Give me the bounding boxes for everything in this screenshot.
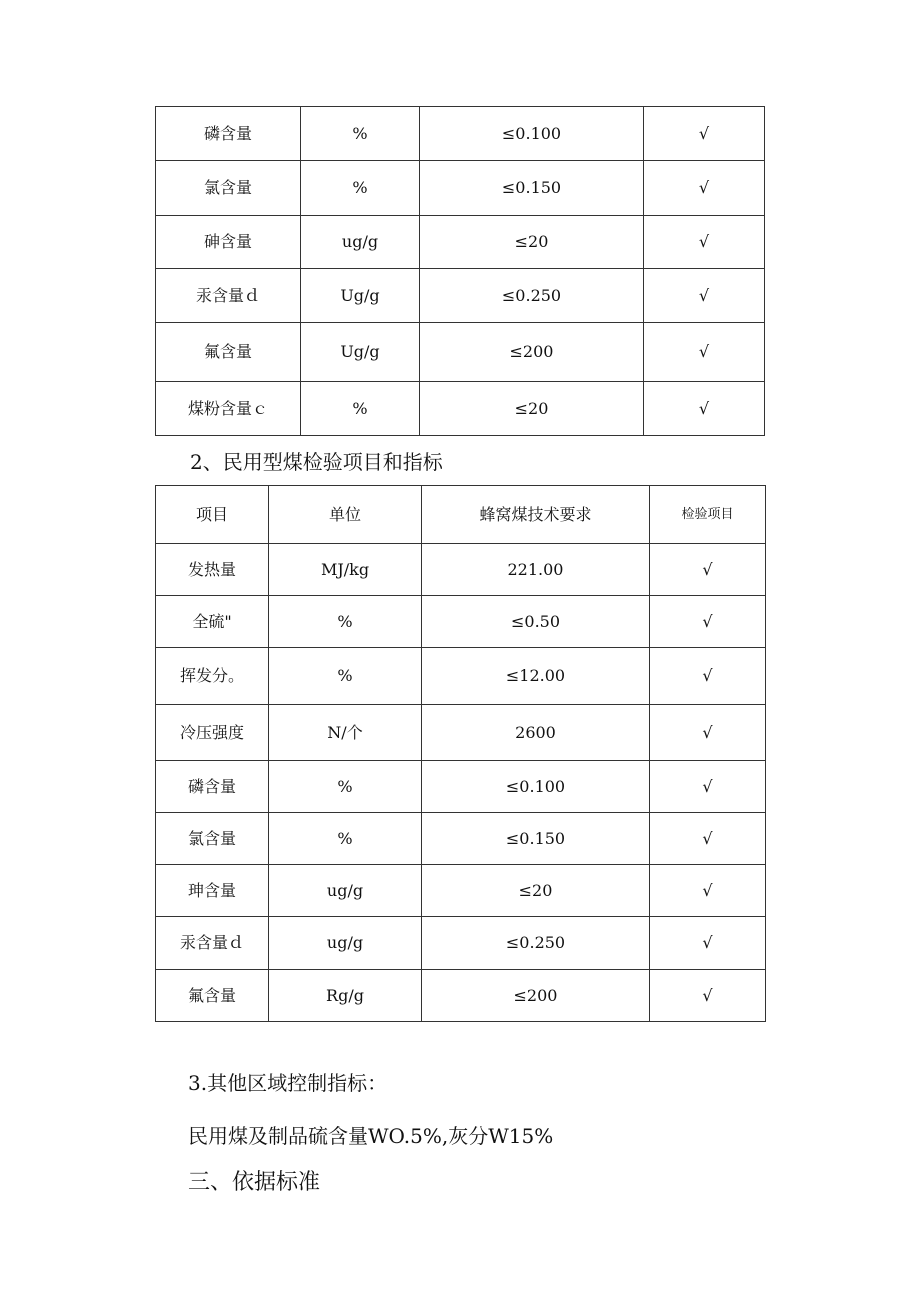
cell-requirement: ≤200: [422, 970, 650, 1022]
section-3-heading: 3.其他区域控制指标：: [188, 1071, 388, 1095]
table-row: [156, 161, 765, 216]
table-row: [156, 269, 765, 323]
cell-check: √: [644, 323, 765, 382]
cell-unit: %: [301, 161, 420, 216]
table-row: [156, 970, 766, 1022]
table-row: [156, 917, 766, 970]
cell-check: √: [644, 382, 765, 436]
cell-check: √: [650, 648, 766, 705]
table-row: [156, 107, 765, 161]
cell-unit: %: [269, 648, 422, 705]
cell-item: 全硫": [156, 596, 269, 648]
cell-requirement: ≤0.100: [422, 761, 650, 813]
cell-item: 氯含量: [156, 813, 269, 865]
cell-unit: N/个: [269, 705, 422, 761]
table-1: [155, 106, 765, 436]
cell-item: 煤粉含量ｃ: [156, 382, 301, 436]
section-2-heading: 2、民用型煤检验项目和指标: [190, 450, 443, 474]
cell-unit: %: [301, 107, 420, 161]
cell-requirement: ≤0.150: [422, 813, 650, 865]
table-row: [156, 761, 766, 813]
cell-requirement: ≤0.250: [422, 917, 650, 970]
cell-check: √: [650, 761, 766, 813]
cell-item: 氟含量: [156, 970, 269, 1022]
cell-check: √: [650, 917, 766, 970]
cell-requirement: 2600: [422, 705, 650, 761]
cell-check: √: [644, 107, 765, 161]
table-row: [156, 596, 766, 648]
cell-requirement: ≤0.150: [420, 161, 644, 216]
section-3-text: 民用煤及制品硫含量WO.5%,灰分W15%: [188, 1124, 554, 1148]
cell-requirement: ≤0.100: [420, 107, 644, 161]
table-row: [156, 544, 766, 596]
table-row: [156, 648, 766, 705]
table-row: [156, 705, 766, 761]
cell-check: √: [644, 216, 765, 269]
cell-requirement: ≤200: [420, 323, 644, 382]
cell-unit: %: [301, 382, 420, 436]
cell-requirement: ≤20: [420, 216, 644, 269]
header-unit: 单位: [269, 486, 422, 544]
cell-check: √: [644, 161, 765, 216]
cell-requirement: ≤0.250: [420, 269, 644, 323]
cell-item: 氯含量: [156, 161, 301, 216]
cell-unit: %: [269, 761, 422, 813]
cell-unit: Ug/g: [301, 323, 420, 382]
cell-item: 汞含量ｄ: [156, 269, 301, 323]
cell-item: 挥发分。: [156, 648, 269, 705]
cell-unit: MJ/kg: [269, 544, 422, 596]
cell-check: √: [650, 865, 766, 917]
cell-requirement: ≤0.50: [422, 596, 650, 648]
cell-item: 砷含量: [156, 216, 301, 269]
cell-unit: %: [269, 813, 422, 865]
cell-check: √: [650, 544, 766, 596]
cell-requirement: ≤20: [420, 382, 644, 436]
cell-item: 汞含量ｄ: [156, 917, 269, 970]
table-header-row: [156, 486, 766, 544]
cell-unit: Ug/g: [301, 269, 420, 323]
table-row: [156, 813, 766, 865]
cell-requirement: 221.00: [422, 544, 650, 596]
table-row: [156, 382, 765, 436]
table-row: [156, 216, 765, 269]
cell-check: √: [650, 596, 766, 648]
cell-check: √: [650, 813, 766, 865]
cell-item: 冷压强度: [156, 705, 269, 761]
cell-item: 氟含量: [156, 323, 301, 382]
cell-unit: ug/g: [269, 865, 422, 917]
cell-item: 磷含量: [156, 761, 269, 813]
table-row: [156, 865, 766, 917]
cell-requirement: ≤12.00: [422, 648, 650, 705]
header-check: 检验项目: [650, 486, 766, 544]
cell-unit: ug/g: [301, 216, 420, 269]
cell-check: √: [650, 705, 766, 761]
cell-check: √: [644, 269, 765, 323]
section-4-heading: 三、依据标准: [188, 1170, 321, 1195]
cell-unit: ug/g: [269, 917, 422, 970]
header-item: 项目: [156, 486, 269, 544]
cell-item: 磷含量: [156, 107, 301, 161]
cell-unit: %: [269, 596, 422, 648]
cell-item: 发热量: [156, 544, 269, 596]
cell-unit: Rg/g: [269, 970, 422, 1022]
cell-item: 珅含量: [156, 865, 269, 917]
table-row: [156, 323, 765, 382]
header-requirement: 蜂窝煤技术要求: [422, 486, 650, 544]
cell-requirement: ≤20: [422, 865, 650, 917]
table-2: [155, 485, 766, 1022]
cell-check: √: [650, 970, 766, 1022]
